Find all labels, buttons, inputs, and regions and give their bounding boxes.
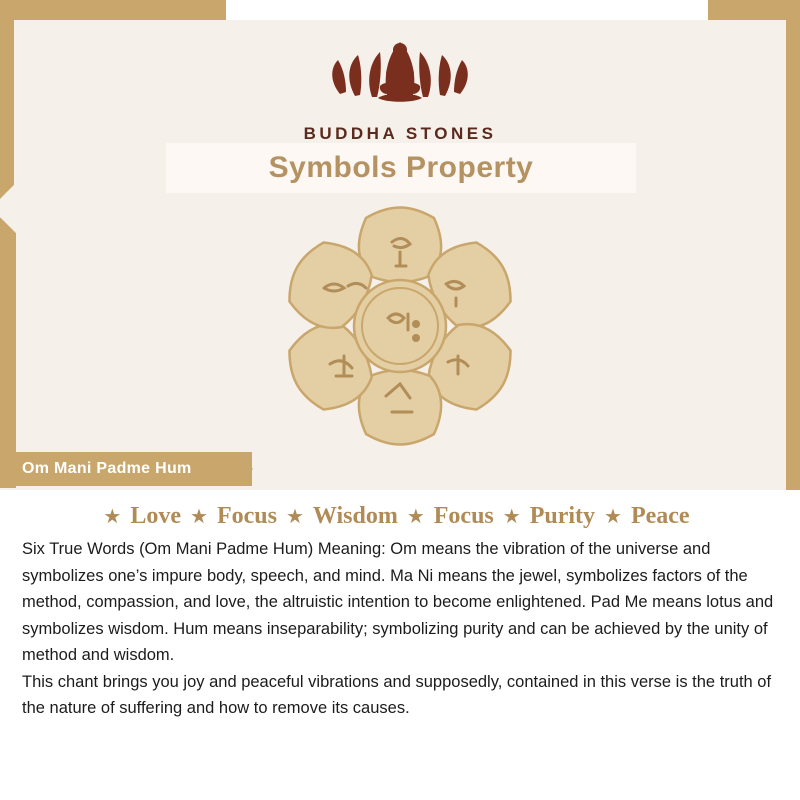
- keyword-list: [0, 490, 800, 530]
- brand-name: BUDDHA STONES: [303, 124, 497, 143]
- mandala-graphic: [0, 206, 800, 456]
- star-icon: ★: [103, 505, 122, 528]
- body-paragraph-2: This chant brings you joy and peaceful vibrations and supposedly, contained in this verse is the truth of the nature of suffering and how to remove its causes.: [22, 672, 772, 717]
- body-paragraph-1: Six True Words (Om Mani Padme Hum) Meaning: Om means the vibration of the universe and symbolizes one’s impure body, speech, and mind. Ma Ni means the jewel, symbolizes factors of the method, compassion, and love, the altruistic intention to become enlightened. Pad Me means lotus and symbolizes wisdom. Hum means inseparability; symbolizing purity and can be achieved by the unity of method and wisdom.: [22, 540, 774, 664]
- keyword-item: Wisdom: [312, 503, 398, 529]
- keyword-item: Peace: [630, 503, 690, 529]
- page-title-text: Symbols Property: [268, 151, 534, 184]
- keyword-item: Love: [130, 503, 182, 529]
- top-white-strip: [226, 0, 786, 20]
- star-icon: ★: [604, 505, 622, 528]
- om-mani-padme-hum-mandala-icon: [250, 206, 550, 456]
- star-icon: ★: [406, 505, 425, 528]
- star-icon: ★: [190, 505, 208, 528]
- description-section: [0, 490, 800, 800]
- brand-logo: [0, 22, 800, 144]
- star-icon: ★: [285, 505, 304, 528]
- page-title: [166, 143, 636, 193]
- corner-band-top-right: [708, 0, 800, 20]
- star-icon: ★: [502, 505, 521, 528]
- lotus-meditation-figure-icon: [300, 22, 500, 122]
- keyword-item: Focus: [216, 503, 277, 529]
- body-text: [0, 530, 800, 722]
- corner-band-top-left: [0, 0, 226, 20]
- status-badge: [0, 452, 252, 486]
- status-badge-label: Om Mani Padme Hum: [22, 460, 192, 477]
- keyword-item: Focus: [433, 503, 494, 529]
- keyword-item: Purity: [529, 503, 596, 529]
